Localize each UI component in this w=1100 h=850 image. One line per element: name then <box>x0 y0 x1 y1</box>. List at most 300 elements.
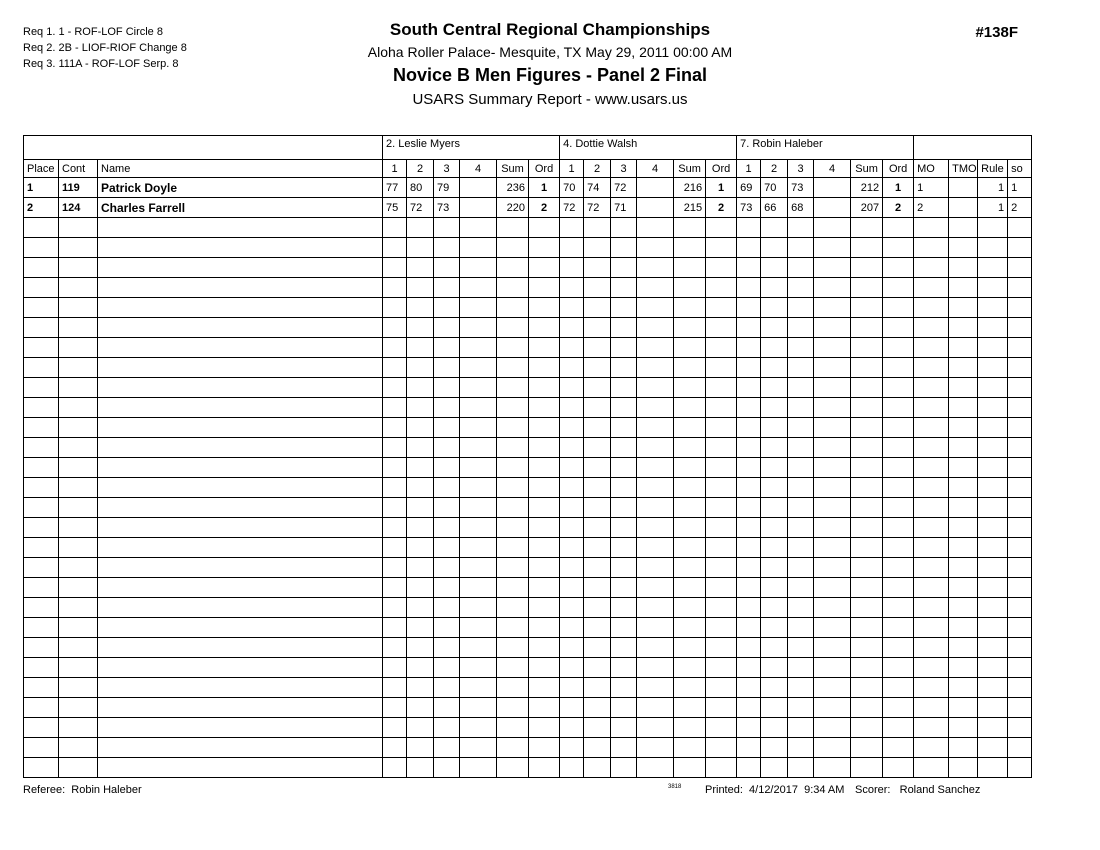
empty-cell <box>98 678 383 698</box>
empty-cell <box>761 238 788 258</box>
column-header: Sum <box>674 160 706 178</box>
empty-cell <box>1008 738 1032 758</box>
empty-cell <box>737 698 761 718</box>
empty-cell <box>788 498 814 518</box>
empty-cell <box>24 298 59 318</box>
empty-cell <box>560 718 584 738</box>
empty-cell <box>383 658 407 678</box>
empty-cell <box>788 638 814 658</box>
empty-cell <box>434 578 460 598</box>
score-cell: 72 <box>584 198 611 218</box>
column-header: Cont <box>59 160 98 178</box>
empty-cell <box>814 478 851 498</box>
empty-cell <box>24 238 59 258</box>
empty-cell <box>978 278 1008 298</box>
empty-row <box>24 298 1032 318</box>
judge-row-spacer-left <box>24 136 383 160</box>
empty-cell <box>761 718 788 738</box>
empty-cell <box>59 418 98 438</box>
judge-row-spacer-right <box>914 136 1032 160</box>
empty-cell <box>529 278 560 298</box>
empty-cell <box>814 418 851 438</box>
empty-cell <box>637 298 674 318</box>
empty-cell <box>383 498 407 518</box>
empty-cell <box>1008 418 1032 438</box>
empty-cell <box>949 558 978 578</box>
empty-cell <box>761 538 788 558</box>
empty-cell <box>706 378 737 398</box>
empty-cell <box>737 378 761 398</box>
empty-cell <box>460 218 497 238</box>
empty-cell <box>851 518 883 538</box>
empty-cell <box>788 258 814 278</box>
empty-cell <box>978 358 1008 378</box>
empty-cell <box>434 698 460 718</box>
empty-cell <box>914 658 949 678</box>
event-number: #138F <box>975 24 1018 41</box>
empty-cell <box>24 358 59 378</box>
empty-cell <box>949 398 978 418</box>
empty-cell <box>24 738 59 758</box>
empty-cell <box>883 438 914 458</box>
empty-cell <box>529 498 560 518</box>
empty-cell <box>584 718 611 738</box>
empty-cell <box>24 538 59 558</box>
empty-cell <box>883 638 914 658</box>
empty-cell <box>529 738 560 758</box>
empty-cell <box>460 318 497 338</box>
empty-cell <box>706 758 737 778</box>
empty-cell <box>978 518 1008 538</box>
empty-cell <box>24 678 59 698</box>
empty-cell <box>814 758 851 778</box>
empty-cell <box>1008 598 1032 618</box>
empty-cell <box>814 278 851 298</box>
empty-cell <box>1008 618 1032 638</box>
score-cell: 68 <box>788 198 814 218</box>
empty-cell <box>788 578 814 598</box>
empty-cell <box>59 518 98 538</box>
empty-cell <box>560 418 584 438</box>
empty-cell <box>497 538 529 558</box>
empty-cell <box>706 618 737 638</box>
empty-cell <box>59 298 98 318</box>
empty-cell <box>788 318 814 338</box>
empty-cell <box>883 558 914 578</box>
empty-cell <box>407 298 434 318</box>
empty-cell <box>24 758 59 778</box>
empty-cell <box>814 438 851 458</box>
column-header: Ord <box>706 160 737 178</box>
empty-cell <box>706 338 737 358</box>
empty-cell <box>761 558 788 578</box>
empty-cell <box>949 678 978 698</box>
empty-cell <box>497 678 529 698</box>
empty-cell <box>611 498 637 518</box>
empty-cell <box>978 558 1008 578</box>
rule-cell: 1 <box>978 178 1008 198</box>
tmo-cell <box>949 198 978 218</box>
empty-cell <box>407 638 434 658</box>
empty-cell <box>59 438 98 458</box>
empty-cell <box>383 218 407 238</box>
empty-cell <box>883 378 914 398</box>
empty-cell <box>611 218 637 238</box>
empty-cell <box>460 538 497 558</box>
judge-header-row <box>24 136 1032 160</box>
empty-cell <box>1008 698 1032 718</box>
empty-cell <box>978 578 1008 598</box>
empty-cell <box>978 738 1008 758</box>
column-header: Rule <box>978 160 1008 178</box>
empty-cell <box>59 738 98 758</box>
column-header: 2 <box>407 160 434 178</box>
empty-cell <box>949 218 978 238</box>
empty-cell <box>407 658 434 678</box>
empty-cell <box>761 578 788 598</box>
empty-cell <box>914 478 949 498</box>
req-line-1: Req 1. 1 - ROF-LOF Circle 8 <box>23 26 163 38</box>
empty-cell <box>611 418 637 438</box>
empty-cell <box>788 718 814 738</box>
empty-cell <box>883 338 914 358</box>
empty-cell <box>674 558 706 578</box>
empty-cell <box>460 358 497 378</box>
empty-cell <box>98 758 383 778</box>
empty-cell <box>814 638 851 658</box>
empty-cell <box>737 558 761 578</box>
empty-cell <box>674 318 706 338</box>
empty-cell <box>761 358 788 378</box>
empty-cell <box>434 758 460 778</box>
empty-cell <box>383 418 407 438</box>
empty-cell <box>59 258 98 278</box>
empty-row <box>24 378 1032 398</box>
empty-cell <box>529 658 560 678</box>
empty-row <box>24 258 1032 278</box>
empty-cell <box>59 358 98 378</box>
empty-cell <box>788 538 814 558</box>
empty-cell <box>584 698 611 718</box>
empty-cell <box>24 718 59 738</box>
empty-cell <box>814 658 851 678</box>
empty-cell <box>1008 578 1032 598</box>
empty-cell <box>1008 238 1032 258</box>
empty-cell <box>761 698 788 718</box>
score-cell <box>637 178 674 198</box>
empty-cell <box>914 538 949 558</box>
empty-cell <box>560 498 584 518</box>
empty-cell <box>851 618 883 638</box>
empty-cell <box>788 618 814 638</box>
empty-cell <box>674 338 706 358</box>
empty-cell <box>883 758 914 778</box>
empty-cell <box>788 478 814 498</box>
empty-cell <box>737 318 761 338</box>
empty-cell <box>529 718 560 738</box>
empty-cell <box>560 578 584 598</box>
empty-cell <box>98 318 383 338</box>
empty-cell <box>851 378 883 398</box>
empty-cell <box>1008 758 1032 778</box>
empty-cell <box>674 658 706 678</box>
empty-cell <box>611 558 637 578</box>
empty-cell <box>761 678 788 698</box>
empty-cell <box>560 638 584 658</box>
empty-cell <box>460 338 497 358</box>
empty-cell <box>883 258 914 278</box>
empty-cell <box>59 338 98 358</box>
empty-cell <box>949 458 978 478</box>
empty-cell <box>637 418 674 438</box>
empty-cell <box>497 598 529 618</box>
empty-cell <box>883 458 914 478</box>
empty-cell <box>24 478 59 498</box>
empty-cell <box>460 498 497 518</box>
empty-cell <box>529 518 560 538</box>
empty-cell <box>560 558 584 578</box>
empty-cell <box>788 398 814 418</box>
sum-cell: 212 <box>851 178 883 198</box>
empty-cell <box>497 578 529 598</box>
empty-cell <box>814 718 851 738</box>
empty-row <box>24 718 1032 738</box>
empty-cell <box>560 698 584 718</box>
empty-cell <box>59 238 98 258</box>
empty-cell <box>584 358 611 378</box>
empty-cell <box>584 758 611 778</box>
empty-cell <box>914 718 949 738</box>
empty-cell <box>460 698 497 718</box>
empty-cell <box>851 698 883 718</box>
empty-cell <box>59 318 98 338</box>
empty-cell <box>788 658 814 678</box>
empty-cell <box>584 538 611 558</box>
empty-cell <box>788 238 814 258</box>
empty-cell <box>434 458 460 478</box>
championship-title: South Central Regional Championships <box>389 20 711 39</box>
empty-cell <box>529 458 560 478</box>
empty-cell <box>560 598 584 618</box>
empty-cell <box>497 238 529 258</box>
score-cell <box>460 198 497 218</box>
empty-cell <box>497 558 529 578</box>
empty-cell <box>706 278 737 298</box>
empty-cell <box>460 458 497 478</box>
empty-cell <box>529 698 560 718</box>
empty-cell <box>1008 358 1032 378</box>
empty-cell <box>914 598 949 618</box>
empty-cell <box>529 758 560 778</box>
empty-cell <box>814 378 851 398</box>
empty-cell <box>383 278 407 298</box>
empty-cell <box>914 618 949 638</box>
empty-cell <box>611 618 637 638</box>
empty-cell <box>706 498 737 518</box>
empty-cell <box>460 738 497 758</box>
empty-cell <box>407 738 434 758</box>
empty-cell <box>24 338 59 358</box>
empty-cell <box>98 718 383 738</box>
empty-cell <box>584 318 611 338</box>
empty-cell <box>560 218 584 238</box>
empty-cell <box>383 738 407 758</box>
empty-cell <box>98 398 383 418</box>
empty-cell <box>814 538 851 558</box>
empty-cell <box>674 618 706 638</box>
empty-cell <box>497 418 529 438</box>
empty-cell <box>851 258 883 278</box>
sum-cell: 236 <box>497 178 529 198</box>
empty-cell <box>851 298 883 318</box>
empty-cell <box>460 518 497 538</box>
empty-cell <box>24 318 59 338</box>
tmo-cell <box>949 178 978 198</box>
column-header: 1 <box>737 160 761 178</box>
empty-cell <box>584 578 611 598</box>
column-header: Ord <box>883 160 914 178</box>
empty-cell <box>407 538 434 558</box>
empty-cell <box>24 698 59 718</box>
empty-cell <box>59 398 98 418</box>
empty-cell <box>949 298 978 318</box>
empty-cell <box>434 218 460 238</box>
empty-row <box>24 698 1032 718</box>
empty-cell <box>1008 678 1032 698</box>
empty-cell <box>560 438 584 458</box>
empty-cell <box>737 398 761 418</box>
empty-cell <box>434 438 460 458</box>
result-row <box>24 178 1032 198</box>
ord-cell: 1 <box>883 178 914 198</box>
empty-cell <box>883 498 914 518</box>
empty-cell <box>788 738 814 758</box>
empty-cell <box>706 518 737 538</box>
empty-cell <box>1008 658 1032 678</box>
empty-cell <box>497 358 529 378</box>
empty-cell <box>1008 278 1032 298</box>
empty-cell <box>460 418 497 438</box>
empty-cell <box>788 338 814 358</box>
empty-cell <box>611 738 637 758</box>
empty-cell <box>59 558 98 578</box>
empty-cell <box>737 518 761 538</box>
empty-cell <box>637 278 674 298</box>
empty-cell <box>383 618 407 638</box>
empty-cell <box>497 758 529 778</box>
empty-cell <box>434 238 460 258</box>
empty-cell <box>674 218 706 238</box>
empty-cell <box>761 758 788 778</box>
empty-cell <box>851 558 883 578</box>
empty-cell <box>978 418 1008 438</box>
empty-cell <box>59 458 98 478</box>
empty-cell <box>611 238 637 258</box>
empty-cell <box>59 478 98 498</box>
empty-cell <box>761 258 788 278</box>
empty-cell <box>914 738 949 758</box>
empty-cell <box>24 638 59 658</box>
sum-cell: 216 <box>674 178 706 198</box>
empty-cell <box>611 338 637 358</box>
empty-cell <box>851 738 883 758</box>
empty-cell <box>949 758 978 778</box>
empty-cell <box>383 378 407 398</box>
empty-cell <box>407 438 434 458</box>
empty-cell <box>529 338 560 358</box>
empty-cell <box>706 258 737 278</box>
empty-cell <box>383 518 407 538</box>
empty-cell <box>1008 518 1032 538</box>
empty-cell <box>497 378 529 398</box>
empty-cell <box>978 438 1008 458</box>
empty-cell <box>851 498 883 518</box>
empty-cell <box>637 318 674 338</box>
empty-cell <box>434 738 460 758</box>
empty-cell <box>883 398 914 418</box>
empty-cell <box>560 298 584 318</box>
empty-cell <box>529 558 560 578</box>
empty-cell <box>949 538 978 558</box>
empty-cell <box>978 478 1008 498</box>
empty-cell <box>914 338 949 358</box>
empty-cell <box>383 578 407 598</box>
empty-cell <box>98 578 383 598</box>
empty-cell <box>529 358 560 378</box>
column-header: Name <box>98 160 383 178</box>
empty-cell <box>434 518 460 538</box>
empty-cell <box>637 218 674 238</box>
empty-cell <box>98 258 383 278</box>
empty-cell <box>949 598 978 618</box>
empty-cell <box>737 238 761 258</box>
empty-cell <box>497 318 529 338</box>
empty-cell <box>460 258 497 278</box>
empty-cell <box>98 478 383 498</box>
req-line-2: Req 2. 2B - LIOF-RIOF Change 8 <box>23 42 187 54</box>
empty-cell <box>584 398 611 418</box>
empty-cell <box>611 718 637 738</box>
empty-cell <box>737 438 761 458</box>
empty-cell <box>611 518 637 538</box>
empty-row <box>24 438 1032 458</box>
empty-cell <box>914 278 949 298</box>
empty-cell <box>460 718 497 738</box>
empty-cell <box>637 498 674 518</box>
empty-cell <box>814 518 851 538</box>
empty-cell <box>434 658 460 678</box>
empty-cell <box>949 498 978 518</box>
empty-cell <box>611 658 637 678</box>
empty-cell <box>814 258 851 278</box>
cont-cell: 119 <box>59 178 98 198</box>
empty-cell <box>98 638 383 658</box>
empty-cell <box>788 458 814 478</box>
empty-cell <box>978 318 1008 338</box>
empty-cell <box>949 618 978 638</box>
empty-cell <box>584 638 611 658</box>
report-type-line: USARS Summary Report - www.usars.us <box>412 91 688 108</box>
empty-cell <box>98 558 383 578</box>
empty-cell <box>883 598 914 618</box>
empty-cell <box>560 658 584 678</box>
empty-cell <box>383 558 407 578</box>
result-row <box>24 198 1032 218</box>
empty-cell <box>59 698 98 718</box>
empty-cell <box>978 398 1008 418</box>
empty-cell <box>637 458 674 478</box>
empty-cell <box>883 358 914 378</box>
